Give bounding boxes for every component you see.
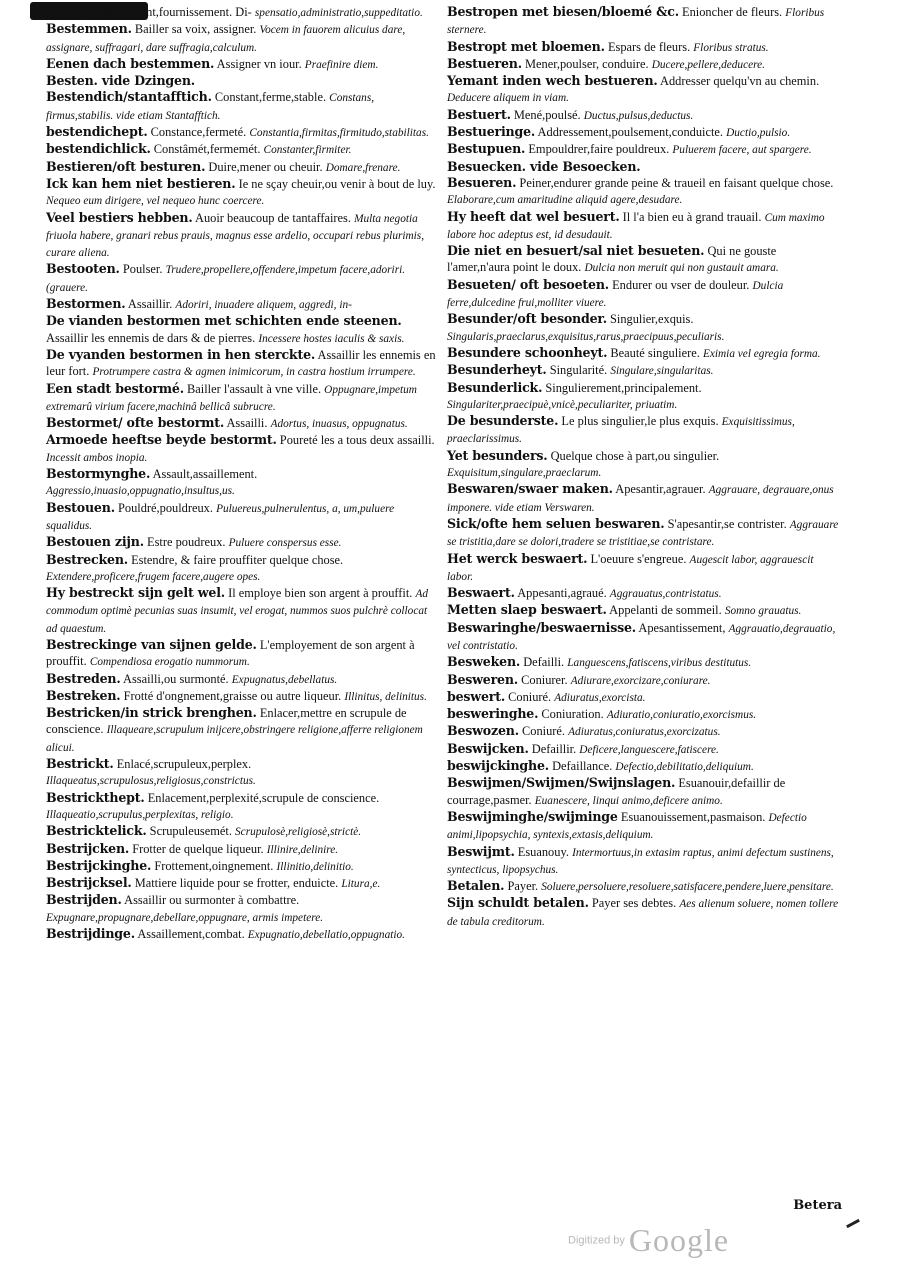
latin-gloss: Constans, firmus,stabilis. vide etiam Stantafftich.: [46, 92, 375, 122]
french-gloss: Frottement,oingnement.: [154, 858, 274, 873]
headword: Armoede heeftse beyde bestormt.: [46, 432, 277, 448]
dictionary-entry: [46, 4, 436, 21]
headword: Bestrickt.: [46, 756, 114, 772]
latin-gloss: Oppugnare,impetum extremarû virium facere,machinâ bellicâ subrucre.: [46, 383, 417, 413]
french-gloss: Payer.: [507, 879, 539, 894]
headword: Bestendich/stantafftich.: [46, 89, 212, 105]
french-gloss: Il employe bien son argent à prouffit.: [228, 586, 413, 601]
left-column: [46, 4, 436, 943]
latin-gloss: Eximia vel egregia forma.: [702, 347, 821, 360]
headword: beswijckinghe.: [447, 758, 549, 774]
french-gloss: Endurer ou vser de douleur.: [612, 277, 750, 292]
dictionary-entry: [46, 823, 436, 840]
latin-gloss: Adortus, inuasus, oppugnatus.: [270, 418, 408, 431]
french-gloss: Pension,addressement,fournissement. Di-: [46, 5, 252, 19]
dictionary-entry: [46, 141, 436, 158]
headword: Bestreden.: [46, 670, 121, 686]
french-gloss: Assaillir les ennemis en leur fort.: [46, 347, 436, 379]
headword: Beswaringhe/beswaernisse.: [447, 619, 636, 635]
dictionary-entry: [46, 585, 436, 637]
headword: Besueten/ oft besoeten.: [447, 276, 609, 292]
headword: Die niet en besuert/sal niet besueten.: [447, 243, 705, 259]
french-gloss: Bailler sa voix, assigner.: [134, 22, 257, 37]
headword: Yemant inden wech bestueren.: [447, 73, 658, 89]
headword: Bestormen.: [46, 296, 126, 312]
headword: beswert.: [447, 688, 505, 704]
dictionary-entry: [46, 671, 436, 688]
headword: Bestropt met bloemen.: [447, 38, 605, 54]
dictionary-entry: [447, 107, 842, 124]
headword: Eenen dach bestemmen.: [46, 55, 215, 71]
pen-mark: [846, 1219, 860, 1228]
french-gloss: Assaillement,combat.: [137, 927, 245, 942]
latin-gloss: Adiurare,exorcizare,coniurare.: [570, 674, 711, 687]
dictionary-entry: [447, 243, 842, 277]
dictionary-entry: [46, 637, 436, 671]
latin-gloss: Adoriri, inuadere aliquem, aggredi, in-: [175, 299, 352, 312]
dictionary-entry: [46, 705, 436, 756]
dictionary-entry: [447, 844, 842, 879]
latin-gloss: Cum maximo labore hoc adeptus est, id desudauit.: [447, 211, 825, 241]
dictionary-entry: [447, 311, 842, 345]
dictionary-entry: [447, 895, 842, 930]
watermark-prefix: Digitized by: [568, 1234, 625, 1247]
latin-gloss: Constantia,firmitas,firmitudo,stabilitas.: [249, 127, 429, 140]
latin-gloss: Aes alienum soluere, nomen tollere de tabula creditorum.: [447, 898, 839, 928]
french-gloss: Addresser quelqu'vn au chemin.: [660, 74, 820, 89]
french-gloss: Il l'a bien eu à grand trauail.: [622, 209, 762, 224]
french-gloss: Enlacement,perplexité,scrupule de conscience.: [147, 790, 380, 805]
french-gloss: Singulier,exquis.: [610, 312, 694, 327]
headword: Bestooten.: [46, 261, 120, 277]
latin-gloss: Adiuratus,coniuratus,exorcizatus.: [568, 726, 721, 739]
headword: Yet besunders.: [447, 447, 548, 463]
headword: Besunderheyt.: [447, 362, 547, 378]
dictionary-entry: [447, 706, 842, 723]
latin-gloss: Puluere conspersus esse.: [228, 537, 342, 550]
dictionary-entry: [46, 756, 436, 790]
dictionary-entry: [46, 926, 436, 943]
headword: Bestormynghe.: [46, 466, 151, 482]
dictionary-entry: [447, 124, 842, 141]
dictionary-entry: [447, 159, 842, 175]
french-gloss: Peiner,endurer grande peine & traueil en faisant quelque chose.: [519, 175, 834, 190]
dictionary-entry: [447, 585, 842, 602]
headword: De vianden bestormen met schichten ende steenen.: [46, 313, 402, 329]
french-gloss: Pouldré,pouldreux.: [117, 500, 213, 515]
french-gloss: Addressement,poulsement,conduicte.: [537, 125, 724, 140]
french-gloss: Assailli.: [226, 416, 268, 431]
dictionary-entry: [46, 347, 436, 381]
french-gloss: Constant,ferme,stable.: [214, 90, 327, 105]
latin-gloss: spensatio,administratio,suppeditatio.: [254, 7, 423, 19]
french-gloss: Enioncher de fleurs.: [682, 5, 783, 19]
dictionary-entry: [447, 448, 842, 482]
right-column: [447, 4, 842, 930]
latin-gloss: Deficere,languescere,fatiscere.: [579, 743, 719, 756]
latin-gloss: Protrumpere castra & agmen inimicorum, in castra hostium irrumpere.: [92, 366, 416, 379]
dictionary-entry: [447, 277, 842, 312]
dictionary-entry: [46, 466, 436, 500]
dictionary-entry: [447, 345, 842, 362]
dictionary-entry: [46, 296, 436, 313]
headword: Bestuert.: [447, 106, 511, 122]
dictionary-entry: [447, 741, 842, 758]
latin-gloss: Dulcia ferre,dulcedine frui,molliter viuere.: [447, 279, 784, 310]
headword: Beswijmen/Swijmen/Swijnslagen.: [447, 775, 676, 791]
headword: Besweken.: [447, 654, 521, 670]
latin-gloss: Incessit ambos inopia.: [46, 451, 148, 464]
french-gloss: Apesantissement,: [638, 620, 726, 635]
dictionary-entry: [447, 209, 842, 244]
dictionary-entry: [46, 159, 436, 176]
french-gloss: Frotté d'ongnement,graisse ou autre liqueur.: [123, 688, 342, 703]
latin-gloss: Illinire,delinire.: [266, 843, 339, 856]
french-gloss: Defailli.: [523, 655, 565, 670]
french-gloss: Assaillir ou surmonter à combattre.: [124, 893, 300, 908]
dictionary-entry: [46, 313, 436, 347]
french-gloss: Coniuration.: [541, 707, 604, 722]
latin-gloss: Constanter,firmiter.: [263, 144, 352, 157]
latin-gloss: Puluereus,pulnerulentus, a, um,puluere squalidus.: [46, 502, 395, 532]
latin-gloss: Illaqueatio,scrupulus,perplexitas, religio.: [46, 808, 234, 821]
dictionary-entry: [46, 89, 436, 124]
latin-gloss: Incessere hostes iaculis & saxis.: [258, 332, 405, 345]
french-gloss: Qui ne gouste l'amer,n'aura point le doux.: [447, 244, 777, 275]
latin-gloss: Illaqueatus,scrupulosus,religiosus,constrictus.: [46, 775, 256, 788]
dictionary-entry: [447, 380, 842, 414]
headword: Bestrijdinge.: [46, 926, 135, 942]
headword: Besunder/oft besonder.: [447, 311, 607, 327]
latin-gloss: Expugnatus,debellatus.: [231, 673, 338, 686]
latin-gloss: Vocem in fauorem alicuius dare, assignare, suffragari, dare suffragia,calculum.: [46, 24, 406, 54]
headword: Bestemmen.: [46, 21, 132, 37]
latin-gloss: Compendiosa erogatio nummorum.: [89, 656, 250, 669]
dictionary-entry: [46, 790, 436, 824]
headword: Sijn schuldt betalen.: [447, 895, 589, 911]
french-gloss: Assigner vn iour.: [216, 56, 302, 71]
latin-gloss: Augescit labor, aggrauescit labor.: [447, 553, 814, 583]
dictionary-entry: [447, 481, 842, 516]
dictionary-entry: [447, 878, 842, 895]
latin-gloss: Aggrauatus,contristatus.: [609, 588, 722, 601]
headword: Besweren.: [447, 671, 518, 687]
dictionary-entry: [46, 875, 436, 892]
catchword: Betera: [793, 1198, 842, 1213]
latin-gloss: Ad commodum optimè pecunias suas insumit, vel erogat, nummos suos pulchrè collocat ad quaestum.: [46, 588, 429, 635]
french-gloss: Assault,assaillement.: [152, 467, 258, 482]
watermark-logo: Google: [628, 1222, 730, 1258]
dictionary-entry: [447, 654, 842, 671]
headword: Bestropen met biesen/bloemé &c.: [447, 4, 679, 19]
french-gloss: Bailler l'assault à vne ville.: [187, 381, 322, 396]
french-gloss: L'oeuure s'engreue.: [590, 551, 687, 566]
headword: bestendichept.: [46, 124, 148, 140]
latin-gloss: Adiuratio,coniuratio,exorcismus.: [606, 709, 757, 722]
dictionary-entry: [46, 124, 436, 141]
headword: Besundere schoonheyt.: [447, 344, 608, 360]
dictionary-entry: [46, 432, 436, 466]
dictionary-entry: [447, 620, 842, 655]
headword: Metten slaep beswaert.: [447, 602, 607, 618]
headword: Bestrijckinghe.: [46, 857, 152, 873]
headword: Bestreken.: [46, 687, 121, 703]
french-gloss: Poureté les a tous deux assailli.: [279, 433, 435, 448]
dictionary-entry: [447, 141, 842, 158]
french-gloss: Coniurer.: [521, 672, 568, 687]
headword: Besuecken. vide Besoecken.: [447, 158, 641, 174]
dictionary-entry: [46, 534, 436, 551]
latin-gloss: Adiuratus,exorcista.: [554, 691, 646, 704]
dictionary-entry: [46, 858, 436, 875]
french-gloss: Scrupuleusemét.: [149, 824, 232, 839]
french-gloss: Singulierement,principalement.: [545, 380, 702, 395]
french-gloss: Esuanouir,defaillir de courrage,pasmer.: [447, 776, 786, 807]
headword: Een stadt bestormé.: [46, 380, 184, 396]
headword: Bestueringe.: [447, 124, 536, 140]
headword: Bestrickthept.: [46, 789, 145, 805]
french-gloss: Le plus singulier,le plus exquis.: [561, 414, 719, 429]
headword: Besunderlick.: [447, 379, 543, 395]
dictionary-entry: [447, 56, 842, 73]
headword: Bestrijcksel.: [46, 875, 132, 891]
latin-gloss: Domare,frenare.: [325, 161, 401, 174]
french-gloss: Esuanouissement,pasmaison.: [620, 809, 766, 824]
french-gloss: Auoir beaucoup de tantaffaires.: [195, 210, 351, 225]
latin-gloss: Aggressio,inuasio,oppugnatio,insultus,us.: [46, 485, 235, 498]
dictionary-entry: [447, 551, 842, 586]
latin-gloss: Soluere,persoluere,resoluere,satisfacere,pendere,luere,pensitare.: [541, 881, 834, 894]
headword: Betalen.: [447, 878, 505, 894]
french-gloss: Frotter de quelque liqueur.: [132, 841, 264, 856]
headword: Beswaert.: [447, 585, 515, 601]
french-gloss: Assailli,ou surmonté.: [123, 671, 229, 686]
french-gloss: Empouldrer,faire pouldreux.: [528, 142, 670, 157]
dictionary-entry: [447, 39, 842, 56]
french-gloss: Appesanti,agraué.: [517, 586, 607, 601]
headword: Het werck beswaert.: [447, 550, 588, 566]
latin-gloss: Trudere,propellere,offendere,impetum facere,adoriri. (grauere.: [46, 264, 406, 294]
headword: Bestrecken.: [46, 551, 128, 567]
latin-gloss: Singulariter,praecipuè,vnicè,peculiariter, priuatim.: [447, 398, 678, 411]
latin-gloss: Singulare,singularitas.: [610, 365, 714, 378]
latin-gloss: Aggrauatio,degrauatio, vel contristatio.: [447, 622, 836, 652]
latin-gloss: Floribus sternere.: [447, 7, 825, 37]
french-gloss: Apesantir,agrauer.: [615, 482, 706, 497]
latin-gloss: Scrupulosè,religiosè,strictè.: [235, 826, 362, 839]
french-gloss: Esuanouy.: [517, 844, 569, 859]
dictionary-entry: [46, 415, 436, 432]
dictionary-entry: [447, 73, 842, 107]
french-gloss: Mener,poulser, conduire.: [525, 56, 649, 71]
french-gloss: Poulser.: [122, 262, 163, 277]
latin-gloss: Puluerem facere, aut spargere.: [672, 144, 812, 157]
french-gloss: Appelanti de sommeil.: [609, 603, 722, 618]
dictionary-entry: [447, 758, 842, 775]
french-gloss: Estre poudreux.: [147, 535, 226, 550]
latin-gloss: Languescens,fatiscens,viribus destitutus.: [567, 657, 752, 670]
dictionary-entry: [46, 892, 436, 926]
latin-gloss: Somno grauatus.: [724, 605, 802, 618]
headword: Bestupuen.: [447, 141, 526, 157]
dictionary-entry: [447, 516, 842, 551]
headword: De besunderste.: [447, 413, 559, 429]
latin-gloss: Dulcia non meruit qui non gustauit amara.: [584, 262, 779, 275]
latin-gloss: Singularis,praeclarus,exquisitus,rarus,praecipuus,peculiaris.: [447, 330, 725, 343]
dictionary-entry: [447, 602, 842, 619]
dictionary-entry: [447, 362, 842, 379]
french-gloss: Ie ne sçay cheuir,ou venir à bout de luy.: [238, 176, 436, 191]
headword: Bestormet/ ofte bestormt.: [46, 415, 225, 431]
latin-gloss: Praefinire diem.: [304, 58, 379, 71]
headword: Beswozen.: [447, 723, 519, 739]
french-gloss: Payer ses debtes.: [591, 896, 677, 911]
headword: Hy heeft dat wel besuert.: [447, 208, 620, 224]
dictionary-entry: [46, 841, 436, 858]
dictionary-entry: [447, 672, 842, 689]
headword: De vyanden bestormen in hen sterckte.: [46, 346, 316, 362]
latin-gloss: Expugnare,propugnare,debellare,oppugnare, armis impetere.: [46, 911, 324, 924]
french-gloss: Mené,poulsé.: [513, 107, 581, 122]
dictionary-entry: [46, 261, 436, 296]
headword: Bestouen zijn.: [46, 534, 144, 550]
dictionary-entry: [447, 413, 842, 448]
french-gloss: Constance,fermeté.: [150, 125, 247, 140]
headword: Bestrijden.: [46, 892, 122, 908]
headword: Bestouen.: [46, 499, 115, 515]
french-gloss: Enlacé,scrupuleux,perplex.: [116, 757, 252, 772]
headword: Ick kan hem niet bestieren.: [46, 175, 236, 191]
headword: Bestricktelick.: [46, 823, 147, 839]
latin-gloss: Illaqueare,scrupulum inijcere,obstringere religione,afferre religionem alicui.: [46, 724, 423, 754]
headword: Bestreckinge van sijnen gelde.: [46, 636, 257, 652]
latin-gloss: Litura,e.: [341, 878, 381, 891]
latin-gloss: Ductio,pulsio.: [726, 127, 791, 140]
french-gloss: Mattiere liquide pour se frotter, enduicte.: [134, 876, 339, 891]
headword: Besten. vide Dzingen.: [46, 73, 195, 89]
french-gloss: Duire,mener ou cheuir.: [208, 159, 323, 174]
french-gloss: Constâmét,fermemét.: [153, 142, 261, 157]
french-gloss: Singularité.: [549, 363, 608, 378]
headword: besweringhe.: [447, 706, 539, 722]
latin-gloss: Deducere aliquem in viam.: [447, 92, 569, 105]
latin-gloss: Floribus stratus.: [693, 41, 769, 54]
dictionary-entry: [46, 552, 436, 586]
latin-gloss: Defectio animi,lipopsychia, syntexis,extasis,deliquium.: [447, 811, 807, 842]
latin-gloss: Elaborare,cum amaritudine aliquid agere,desudare.: [447, 194, 683, 207]
latin-gloss: Nequeo eum dirigere, vel nequeo hunc coercere.: [46, 195, 265, 208]
dictionary-entry: [46, 176, 436, 210]
google-watermark: [568, 1222, 729, 1259]
dictionary-entry: [447, 4, 842, 39]
latin-gloss: Ductus,pulsus,deductus.: [583, 109, 694, 122]
dictionary-entry: [447, 809, 842, 844]
latin-gloss: Intermortuus,in extasim raptus, animi defectum sustinens, syntecticus, lipopsychus.: [447, 846, 834, 876]
headword: Bestrijcken.: [46, 840, 130, 856]
french-gloss: Enlacer,mettre en scrupule de conscience.: [46, 706, 407, 737]
latin-gloss: Multa negotia friuola habere, granari rebus prauis, magnus esse ardelio, occupari rebus plurimis, curare aliena.: [46, 212, 425, 260]
french-gloss: S'apesantir,se contrister.: [667, 516, 787, 531]
headword: Beswaren/swaer maken.: [447, 481, 613, 497]
latin-gloss: Exquisitissimus, praeclarissimus.: [447, 416, 795, 446]
french-gloss: Assaillir les ennemis de dars & de pierres.: [46, 330, 256, 345]
headword: Bestricken/in strick brenghen.: [46, 705, 257, 721]
latin-gloss: Aggrauare se tristitia,dare se dolori,tradere se tristitiae,se contristare.: [447, 518, 839, 549]
dictionary-entry: [46, 381, 436, 416]
french-gloss: Estendre, & faire prouffiter quelque chose.: [131, 552, 344, 567]
dictionary-entry: [447, 175, 842, 209]
french-gloss: Beauté singuliere.: [610, 345, 700, 360]
headword: Beswijminghe/swijminge: [447, 808, 618, 824]
latin-gloss: Expugnatio,debellatio,oppugnatio.: [247, 929, 405, 942]
latin-gloss: Extendere,proficere,frugem facere,augere opes.: [46, 570, 261, 583]
dictionary-entry: [447, 689, 842, 706]
latin-gloss: Aggrauare, degrauare,onus imponere. vide etiam Verswaren.: [447, 484, 834, 514]
dictionary-entry: [46, 500, 436, 535]
headword: Besueren.: [447, 174, 517, 190]
dictionary-entry: [46, 210, 436, 262]
dictionary-entry: [447, 775, 842, 809]
french-gloss: Quelque chose à part,ou singulier.: [550, 448, 720, 463]
dictionary-entry: [46, 56, 436, 73]
headword: Sick/ofte hem seluen beswaren.: [447, 515, 665, 531]
french-gloss: Defaillance.: [552, 759, 613, 774]
french-gloss: Coniuré.: [522, 724, 566, 739]
dictionary-entry: [46, 21, 436, 56]
french-gloss: Coniuré.: [508, 689, 552, 704]
latin-gloss: Exquisitum,singulare,praeclarum.: [447, 467, 602, 480]
latin-gloss: Ducere,pellere,deducere.: [651, 58, 765, 71]
dictionary-entry: [447, 723, 842, 740]
latin-gloss: Illinitio,delinitio.: [276, 860, 354, 873]
french-gloss: L'employement de son argent à prouffit.: [46, 637, 415, 669]
french-gloss: Espars de fleurs.: [607, 39, 691, 54]
headword: Beswijmt.: [447, 843, 515, 859]
headword: Beswijcken.: [447, 740, 529, 756]
latin-gloss: Euanescere, linqui animo,deficere animo.: [534, 794, 723, 807]
french-gloss: Defaillir.: [531, 741, 577, 756]
french-gloss: Assaillir.: [127, 297, 173, 312]
headword: Bestueren.: [447, 55, 522, 71]
headword: Hy bestreckt sijn gelt wel.: [46, 585, 225, 601]
latin-gloss: Illinitus, delinitus.: [344, 690, 427, 703]
latin-gloss: Defectio,debilitatio,deliquium.: [615, 761, 754, 774]
headword: Veel bestiers hebben.: [46, 209, 193, 225]
dictionary-entry: [46, 73, 436, 89]
headword: Bestieren/oft besturen.: [46, 158, 206, 174]
dictionary-entry: [46, 688, 436, 705]
headword: bestendichlick.: [46, 141, 151, 157]
